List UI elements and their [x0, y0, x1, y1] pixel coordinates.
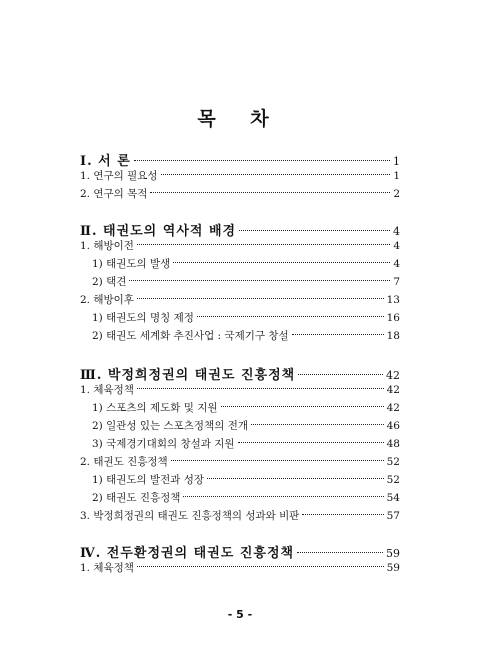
toc-entry-title: Ⅳ. 전두환정권의 태권도 진흥정책: [80, 546, 295, 561]
toc-entry-chapter: [80, 364, 400, 383]
toc-entry-title: 2. 태권도 진흥정책: [80, 456, 168, 468]
toc-entry-section: [80, 168, 400, 183]
toc-entry-title: Ⅱ. 태권도의 역사적 배경: [80, 224, 237, 239]
toc-entry-page: 16: [386, 312, 400, 324]
dot-leader: [134, 160, 390, 161]
toc-entry-page: 42: [386, 402, 400, 414]
toc-entry-section: [80, 186, 400, 201]
toc-entry-sub: [80, 274, 400, 289]
toc-entry-title: Ⅲ. 박정희정권의 태권도 진흥정책: [80, 368, 296, 383]
dot-leader: [197, 316, 384, 317]
toc-entry-page: 4: [393, 258, 400, 270]
dot-leader: [137, 244, 390, 245]
toc-entry-sub: [80, 418, 400, 433]
dot-leader: [129, 280, 390, 281]
toc-entry-section: [80, 560, 400, 575]
toc-entry-page: 52: [386, 474, 400, 486]
toc-entry-title: 2) 태권도 세계화 추진사업 : 국제기구 창설: [92, 330, 289, 342]
toc-entry-title: 2. 연구의 목적: [80, 188, 148, 200]
toc-entry-sub: [80, 256, 400, 271]
toc-entry-sub: [80, 310, 400, 325]
toc-entry-page: 18: [386, 330, 400, 342]
toc-entry-title: 1) 태권도의 명칭 제정: [92, 312, 194, 324]
dot-leader: [150, 192, 390, 193]
toc-entry-title: 2. 해방이후: [80, 294, 134, 306]
toc-entry-title: 1. 체육정책: [80, 562, 134, 574]
dot-leader: [238, 442, 384, 443]
toc-entry-page: 13: [386, 294, 400, 306]
dot-leader: [137, 298, 384, 299]
dot-leader: [297, 552, 383, 553]
toc-entry-page: 2: [393, 188, 400, 200]
toc-entry-page: 59: [386, 547, 400, 560]
toc-entry-page: 46: [386, 420, 400, 432]
toc-entry-title: Ⅰ. 서 론: [80, 154, 131, 169]
toc-entry-title: 1) 태권도의 발전과 성장: [92, 474, 205, 486]
toc-entry-chapter: [80, 220, 400, 239]
toc-entry-chapter: [80, 150, 400, 169]
toc-entry-title: 1) 태권도의 발생: [92, 258, 171, 270]
toc-entry-title: 3. 박정희정권의 태권도 진흥정책의 성과와 비판: [80, 510, 300, 522]
toc-entry-title: 3) 국제경기대회의 창설과 지원: [92, 438, 235, 450]
dot-leader: [239, 230, 390, 231]
dot-leader: [137, 388, 384, 389]
toc-entry-page: 42: [386, 384, 400, 396]
toc-entry-page: 48: [386, 438, 400, 450]
toc-entry-page: 57: [386, 510, 400, 522]
toc-entry-page: 4: [393, 225, 400, 238]
toc-entry-title: 2) 일관성 있는 스포츠정책의 전개: [92, 420, 248, 432]
toc-entry-section: [80, 382, 400, 397]
toc-entry-page: 1: [393, 170, 400, 182]
toc-entry-sub: [80, 400, 400, 415]
toc-entry-title: 1. 해방이전: [80, 240, 134, 252]
dot-leader: [137, 566, 384, 567]
toc-entry-page: 54: [386, 492, 400, 504]
toc-entry-section: [80, 508, 400, 523]
toc-entry-title: 2) 택견: [92, 276, 127, 288]
toc-entry-title: 2) 태권도 진흥정책: [92, 492, 181, 504]
dot-leader: [221, 406, 384, 407]
dot-leader: [251, 424, 384, 425]
page-number: - 5 -: [227, 608, 253, 621]
dot-leader: [298, 374, 383, 375]
toc-entry-title: 1) 스포츠의 제도화 및 지원: [92, 402, 218, 414]
toc-entry-page: 1: [393, 155, 400, 168]
toc-entry-page: 7: [393, 276, 400, 288]
dot-leader: [207, 478, 384, 479]
toc-entry-chapter: [80, 542, 400, 561]
toc-entry-sub: [80, 472, 400, 487]
toc-entry-section: [80, 238, 400, 253]
dot-leader: [302, 514, 383, 515]
toc-entry-page: 59: [386, 562, 400, 574]
toc-entry-sub: [80, 436, 400, 451]
toc-entry-sub: [80, 328, 400, 343]
toc-entry-page: 42: [386, 369, 400, 382]
dot-leader: [183, 496, 383, 497]
toc-entry-section: [80, 292, 400, 307]
toc-entry-title: 1. 체육정책: [80, 384, 134, 396]
toc-entry-page: 4: [393, 240, 400, 252]
dot-leader: [292, 334, 384, 335]
toc-entry-sub: [80, 490, 400, 505]
dot-leader: [173, 262, 390, 263]
toc-heading: 목 차: [197, 108, 283, 130]
toc-entry-section: [80, 454, 400, 469]
toc-entry-page: 52: [386, 456, 400, 468]
dot-leader: [171, 460, 384, 461]
dot-leader: [161, 174, 391, 175]
toc-entry-title: 1. 연구의 필요성: [80, 170, 158, 182]
